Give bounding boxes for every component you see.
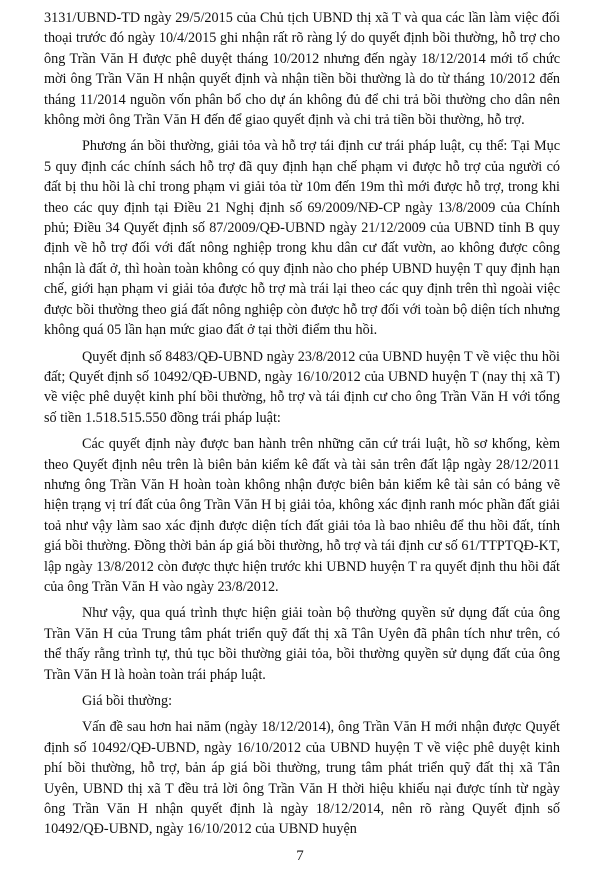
paragraph-compensation-plan: Phương án bồi thường, giải tỏa và hỗ trợ tái định cư trái pháp luật, cụ thể: Tại Mục 5 quy định các chính sách hỗ trợ đã quy định hạn chế phạm vi được hỗ trợ của người có đất bị thu hồi là chỉ trong phạm vi giải tỏa từ 10m đến 19m thì mới được hỗ trợ, trong khi theo các quy định tại Điều 21 Nghị định số 69/2009/NĐ-CP ngày 13/8/2009 của Chính phủ; Điều 34 Quyết định số 87/2009/QĐ-UBND ngày 21/12/2009 của UBND tỉnh B quy định về hỗ trợ đối với đất nông nghiệp trong khu dân cư đất vườn, ao không được công nhận là đất ở, thì hoàn toàn không có quy định nào cho phép UBND huyện T quy định hạn chế, giới hạn phạm vi giải tỏa được hỗ trợ mà trái lại theo các quy định trên thì ngoài việc được bồi thường theo giá đất nông nghiệp còn được hỗ trợ đối với toàn bộ diện tích nhưng không quá 05 lần hạn mức giao đất ở tại thời điểm thu hồi.: [44, 138, 560, 339]
paragraph-compensation-price: Vấn đề sau hơn hai năm (ngày 18/12/2014), ông Trần Văn H mới nhận được Quyết định số 10492/QĐ-UBND, ngày 16/10/2012 của UBND huyện T về việc phê duyệt kinh phí bồi thường, hỗ trợ, bản áp giá bồi thường, trung tâm phát triển quỹ đất thị xã Tân Uyên, UBND thị xã T đều trả lời ông Trần Văn H thời hiệu khiếu nại được tính từ ngày ông Trần Văn H nhận quyết định là ngày 18/12/2014, nên rõ ràng Quyết định số 10492/QĐ-UBND, ngày 16/10/2012 của UBND huyện: [44, 719, 560, 838]
paragraph-decisions: Quyết định số 8483/QĐ-UBND ngày 23/8/2012 của UBND huyện T về việc thu hồi đất; Quyết định số 10492/QĐ-UBND, ngày 16/10/2012 của UBND huyện T (nay thị xã T) về việc phê duyệt kinh phí bồi thường, hỗ trợ và tái định cư cho ông Trần Văn H với tổng số tiền 1.518.515.550 đồng trái pháp luật:: [44, 348, 560, 426]
section-heading-compensation-price: Giá bồi thường:: [82, 693, 173, 709]
paragraph-conclusion: Như vậy, qua quá trình thực hiện giải toàn bộ thường quyền sử dụng đất của ông Trần Văn H của Trung tâm phát triển quỹ đất thị xã Tân Uyên đã phân tích như trên, có thể thấy rằng trình tự, thủ tục bồi thường giải tỏa, bồi thường quyền sử dụng đất của ông Trần Văn H là hoàn toàn trái pháp luật.: [44, 605, 560, 683]
page-number: 7: [296, 848, 304, 864]
paragraph-continuation: 3131/UBND-TD ngày 29/5/2015 của Chủ tịch UBND thị xã T và qua các lần làm việc đối thoại trước đó ngày 10/4/2015 ghi nhận rất rõ ràng lý do quyết định bồi thường, hỗ trợ cho ông Trần Văn H được phê duyệt tháng 10/2012 nhưng đến ngày 18/12/2014 mới tổ chức mời ông Trần Văn H nhận quyết định và nhận tiền bồi thường là do từ tháng 10/2012 đến tháng 11/2014 nguồn vốn phân bổ cho dự án không đủ để chi trả bồi thường cho dân nên không mời ông Trần Văn H đến để giao quyết định và chi trả tiền bồi thường, hỗ trợ.: [44, 10, 560, 129]
paragraph-unlawful-basis: Các quyết định này được ban hành trên những căn cứ trái luật, hồ sơ khống, kèm theo Quyết định nêu trên là biên bản kiểm kê đất và tài sản trên đất lập ngày 28/12/2011 nhưng ông Trần Văn H hoàn toàn không nhận được biên bản kiểm kê tài sản có bảng vẽ hiện trạng vị trí đất của ông Trần Văn H bị giải tỏa, không xác định ranh móc phần đất giải toả như vậy làm sao xác định được diện tích đất giải tỏa là bao nhiêu để thu hồi đất, tính giá bồi thường. Đồng thời bản áp giá bồi thường, hỗ trợ và tái định cư số 61/TTPTQĐ-KT, lập ngày 13/8/2012 còn được thực hiện trước khi UBND huyện T ra quyết định thu hồi đất của ông Trần Văn H vào ngày 23/8/2012.: [44, 436, 560, 595]
